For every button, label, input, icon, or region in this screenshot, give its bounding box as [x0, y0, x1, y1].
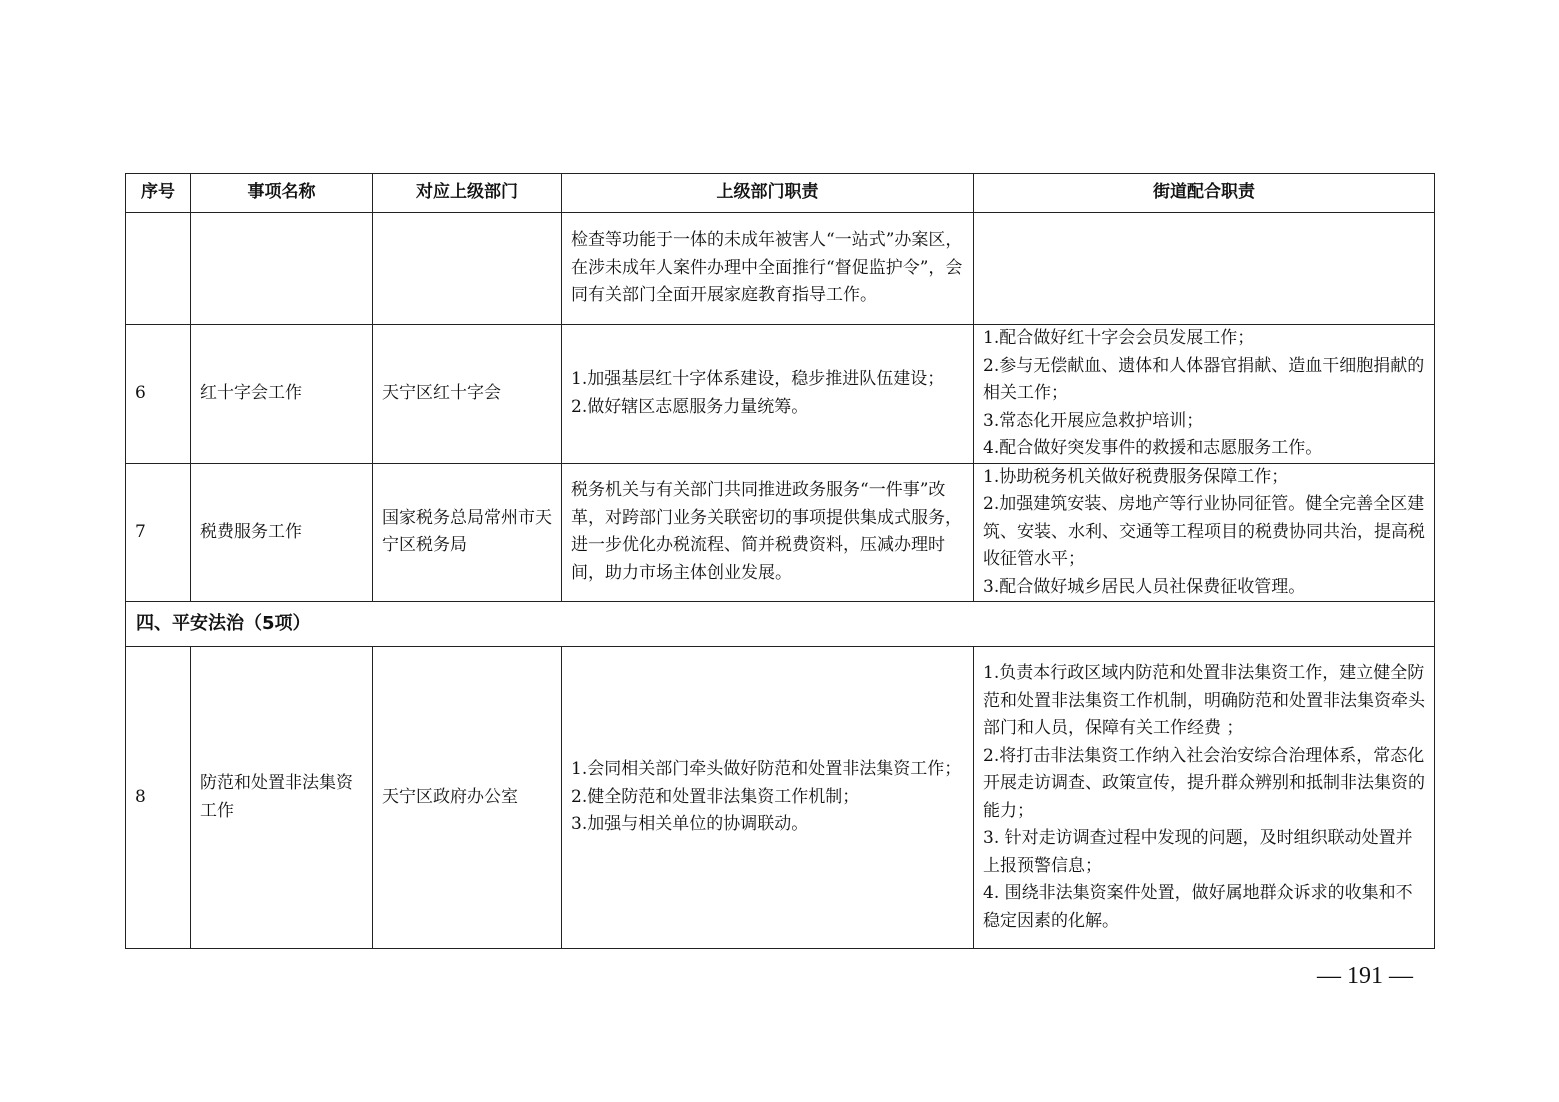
header-row [126, 174, 1435, 213]
duty-line: 2.将打击非法集资工作纳入社会治安综合治理体系，常态化开展走访调查、政策宣传，提升群众辨别和抵制非法集资的能力； [983, 745, 1425, 821]
duty-line: 3. 针对走访调查过程中发现的问题，及时组织联动处置并上报预警信息； [983, 828, 1413, 876]
header-no: 序号 [126, 174, 191, 213]
duty-line: 1.会同相关部门牵头做好防范和处置非法集资工作； [571, 759, 962, 780]
table-row [126, 325, 1435, 464]
section-row [126, 602, 1435, 647]
duty-line: 2.参与无偿献血、遗体和人体器官捐献、造血干细胞捐献的相关工作； [983, 355, 1425, 403]
cell-name: 防范和处置非法集资工作 [191, 647, 373, 949]
cell-street-duties [974, 647, 1435, 949]
cell-name [191, 213, 373, 325]
duty-line: 税务机关与有关部门共同推进政务服务“一件事”改革，对跨部门业务关联密切的事项提供集成式服务，进一步优化办税流程、简并税费资料，压减办理时间，助力市场主体创业发展。 [571, 480, 962, 583]
header-street-duties: 街道配合职责 [974, 174, 1435, 213]
cell-no: 8 [126, 647, 191, 949]
table-row [126, 647, 1435, 949]
cell-no: 7 [126, 463, 191, 602]
cell-no: 6 [126, 325, 191, 464]
header-upper-dept: 对应上级部门 [373, 174, 562, 213]
table-row [126, 463, 1435, 602]
duty-line: 1.协助税务机关做好税费服务保障工作； [983, 466, 1289, 487]
duty-line: 1.配合做好红十字会会员发展工作； [983, 328, 1255, 348]
cell-dept: 天宁区红十字会 [373, 325, 562, 464]
cell-upper-duties [562, 647, 974, 949]
section-title: 四、平安法治（5项） [126, 602, 1435, 647]
page-number: — 191 — [1317, 963, 1413, 989]
duty-line: 1.负责本行政区域内防范和处置非法集资工作，建立健全防范和处置非法集资工作机制，明确防范和处置非法集资牵头部门和人员，保障有关工作经费 ； [983, 663, 1425, 738]
duty-line: 检查等功能于一体的未成年被害人“一站式”办案区，在涉未成年人案件办理中全面推行“督促监护令”，会同有关部门全面开展家庭教育指导工作。 [571, 230, 963, 306]
header-upper-duties: 上级部门职责 [562, 174, 974, 213]
cell-upper-duties [562, 463, 974, 602]
cell-upper-duties [562, 325, 974, 464]
cell-street-duties [974, 213, 1435, 325]
table-row-continuation [126, 213, 1435, 325]
cell-street-duties [974, 463, 1435, 602]
cell-name: 红十字会工作 [191, 325, 373, 464]
duty-line: 3.常态化开展应急救护培训； [983, 410, 1204, 431]
cell-dept: 国家税务总局常州市天宁区税务局 [373, 463, 562, 602]
duty-line: 2.做好辖区志愿服务力量统筹。 [571, 396, 809, 417]
cell-name: 税费服务工作 [191, 463, 373, 602]
cell-upper-duties [562, 213, 974, 325]
duty-line: 1.加强基层红十字体系建设，稳步推进队伍建设； [571, 369, 945, 390]
cell-dept [373, 213, 562, 325]
duty-line: 3.配合做好城乡居民人员社保费征收管理。 [983, 576, 1306, 597]
duty-line: 2.加强建筑安装、房地产等行业协同征管。健全完善全区建筑、安装、水利、交通等工程项目的税费协同共治，提高税收征管水平； [983, 494, 1425, 569]
cell-street-duties [974, 325, 1435, 464]
header-item-name: 事项名称 [191, 174, 373, 213]
duty-line: 4. 围绕非法集资案件处置，做好属地群众诉求的收集和不稳定因素的化解。 [983, 883, 1413, 931]
duty-line: 3.加强与相关单位的协调联动。 [571, 814, 809, 835]
cell-dept: 天宁区政府办公室 [373, 647, 562, 949]
cell-no [126, 213, 191, 325]
responsibility-table [125, 173, 1435, 949]
duty-line: 2.健全防范和处置非法集资工作机制； [571, 786, 860, 807]
duty-line: 4.配合做好突发事件的救援和志愿服务工作。 [983, 438, 1323, 458]
